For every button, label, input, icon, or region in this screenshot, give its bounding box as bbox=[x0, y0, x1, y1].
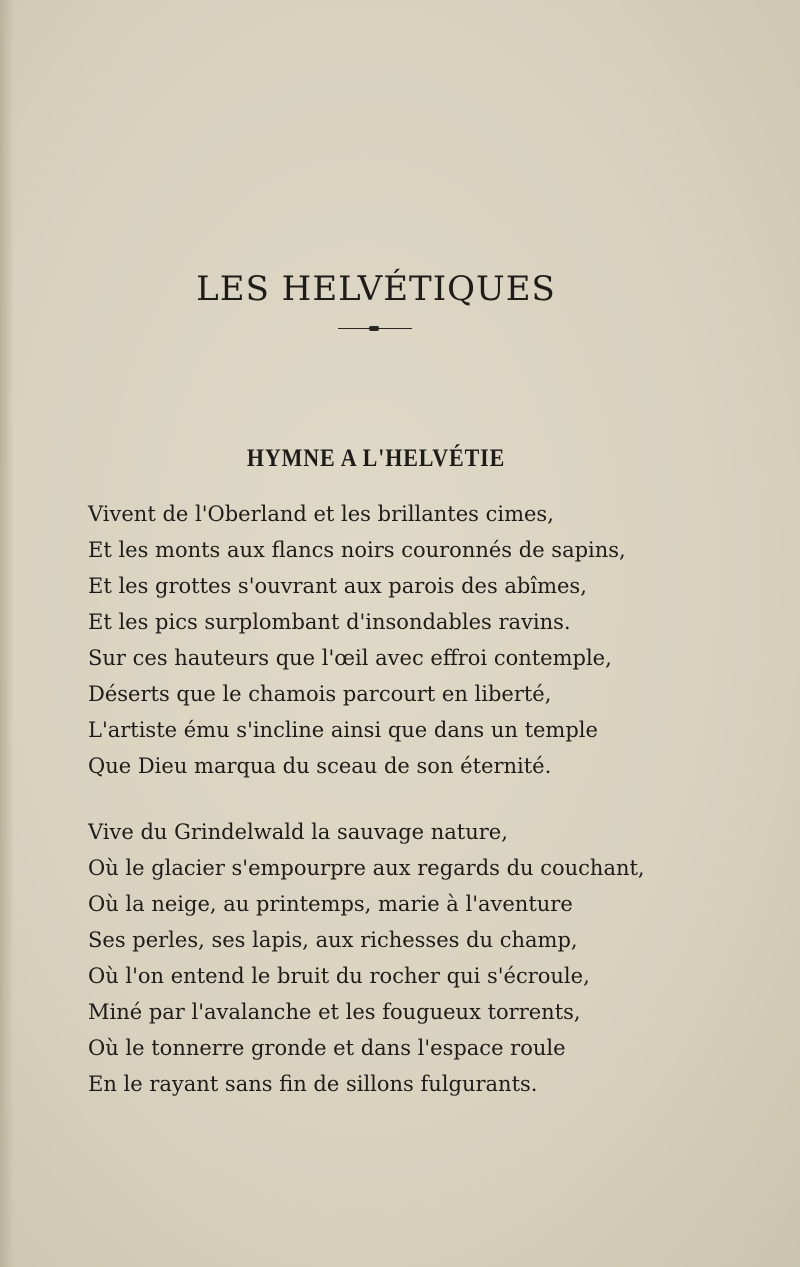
verse-line: Où le glacier s'empourpre aux regards du couchant, bbox=[88, 856, 645, 880]
page-title: LES HELVÉTIQUES bbox=[196, 268, 556, 309]
ornament-dot bbox=[369, 326, 379, 331]
verse-line: Que Dieu marqua du sceau de son éternité. bbox=[88, 754, 552, 778]
page-edge-shadow bbox=[0, 0, 14, 1267]
verse-line: Et les pics surplombant d'insondables ravins. bbox=[88, 610, 571, 634]
verse-line: Sur ces hauteurs que l'œil avec effroi contemple, bbox=[88, 646, 612, 670]
verse-line: En le rayant sans fin de sillons fulgurants. bbox=[88, 1072, 538, 1096]
verse-line: Déserts que le chamois parcourt en liberté, bbox=[88, 682, 552, 706]
verse-line: Où l'on entend le bruit du rocher qui s'écroule, bbox=[88, 964, 590, 988]
verse-line: Et les grottes s'ouvrant aux parois des abîmes, bbox=[88, 574, 587, 598]
title-ornament bbox=[338, 324, 412, 334]
verse-line: Où le tonnerre gronde et dans l'espace roule bbox=[88, 1036, 566, 1060]
verse-line: L'artiste ému s'incline ainsi que dans un temple bbox=[88, 718, 598, 742]
stanza-1 bbox=[88, 496, 728, 784]
verse-line: Ses perles, ses lapis, aux richesses du champ, bbox=[88, 928, 578, 952]
verse-line: Vivent de l'Oberland et les brillantes cimes, bbox=[88, 502, 554, 526]
verse-line: Et les monts aux flancs noirs couronnés de sapins, bbox=[88, 538, 626, 562]
verse-line: Où la neige, au printemps, marie à l'aventure bbox=[88, 892, 573, 916]
stanza-2 bbox=[88, 814, 728, 1102]
poem-title: HYMNE A L'HELVÉTIE bbox=[246, 444, 506, 472]
verse-line: Vive du Grindelwald la sauvage nature, bbox=[88, 820, 508, 844]
verse-line: Miné par l'avalanche et les fougueux torrents, bbox=[88, 1000, 581, 1024]
